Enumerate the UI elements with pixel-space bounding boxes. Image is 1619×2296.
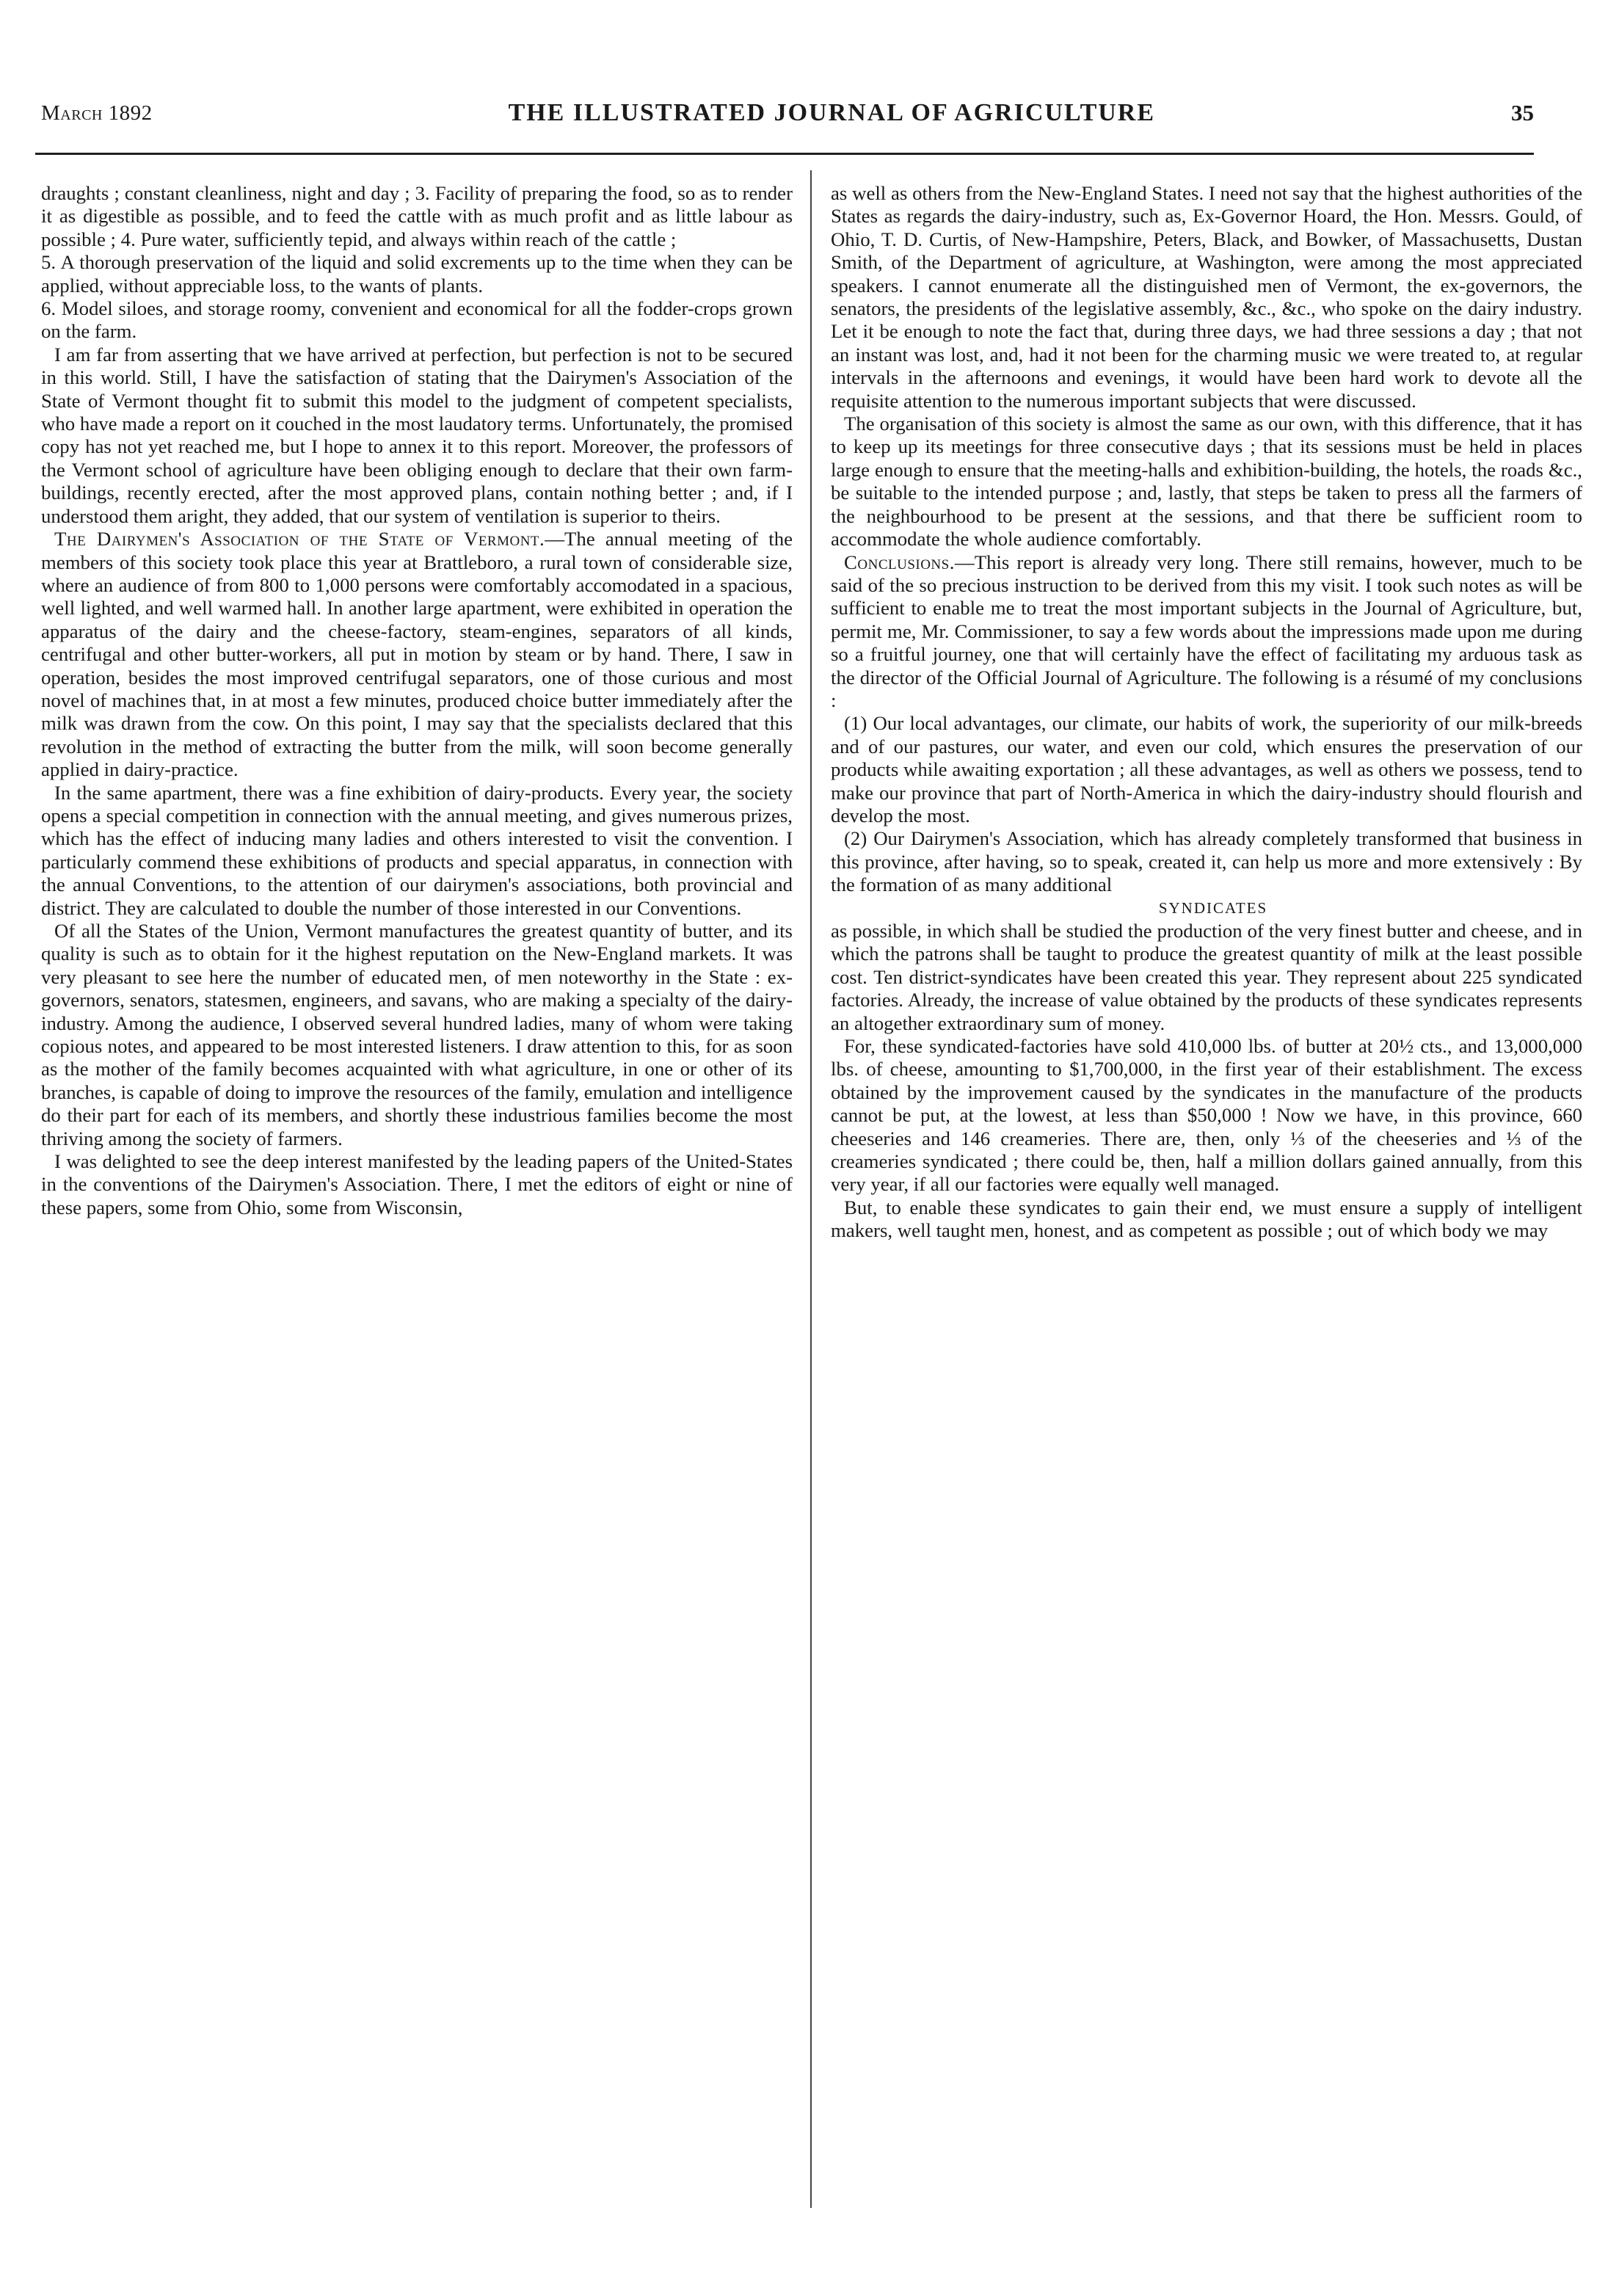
paragraph: 6. Model siloes, and storage roomy, convenient and economical for all the fodder-crops grown on the farm. (41, 297, 793, 343)
left-column (41, 182, 793, 1219)
paragraph (41, 528, 793, 781)
journal-title: THE ILLUSTRATED JOURNAL OF AGRICULTURE (508, 99, 1156, 126)
paragraph: Of all the States of the Union, Vermont manufactures the greatest quantity of butter, and its quality is such as to obtain for it the highest reputation on the New-England markets. It was very pleasant to see here the number of educated men, of men noteworthy in the State : ex-governors, senators, statesmen, engineers, and savans, who are making a specialty of the dairy-industry. Among the audience, I observed several hundred ladies, many of whom were taking copious notes, and appeared to be most interested listeners. I draw attention to this, for as soon as the mother of the family becomes acquainted with what agriculture, in one or other of its branches, is capable of doing to improve the resources of the family, emulation and intelligence do their part for each of its members, and shortly these industrious families become the most thriving among the society of farmers. (41, 920, 793, 1149)
paragraph: The organisation of this society is almost the same as our own, with this difference, that it has to keep up its meetings for three consecutive days ; that its sessions must be held in places large enough to ensure that the meeting-halls and exhibition-building, the hotels, the roads &c., be suitable to the intended purpose ; and, lastly, that steps be taken to press all the farmers of the neighbourhood to be present at the sessions, and that there be sufficient room to accommodate the whole audience comfortably. (831, 413, 1582, 551)
paragraph: In the same apartment, there was a fine exhibition of dairy-products. Every year, the society opens a special competition in connection with the annual meeting, and gives numerous prizes, which has the effect of inducing many ladies and others interested to visit the convention. I particularly commend these exhibitions of products and special apparatus, in connection with the annual Conventions, to the attention of our dairymen's associations, both provincial and district. They are calculated to double the number of those interested in our Conventions. (41, 781, 793, 919)
run-in-heading: Conclusions. (844, 551, 955, 573)
paragraph: For, these syndicated-factories have sold 410,000 lbs. of butter at 20½ cts., and 13,000,000 lbs. of cheese, amounting to $1,700,000, in the first year of their establishment. The excess obtained by the improvement caused by the syndicates in the manufacture of the products cannot be put, at the lowest, at less than $50,000 ! Now we have, in this province, 660 cheeseries and 146 creameries. There are, then, only ⅓ of the cheeseries and ⅓ of the creameries syndicated ; there could be, then, half a million dollars gained annually, from this very year, if all our factories were equally well managed. (831, 1035, 1582, 1196)
paragraph: as possible, in which shall be studied the production of the very finest butter and cheese, and in which the patrons shall be taught to produce the greatest quantity of milk at the least possible cost. Ten district-syndicates have been created this year. They represent about 225 syndicated factories. Already, the increase of value obtained by the products of these syndicates represents an altogether extraordinary sum of money. (831, 920, 1582, 1034)
header-rule (35, 153, 1534, 155)
paragraph: But, to enable these syndicates to gain their end, we must ensure a supply of intelligent makers, well taught men, honest, and as competent as possible ; out of which body we may (831, 1196, 1582, 1242)
paragraph: draughts ; constant cleanliness, night and day ; 3. Facility of preparing the food, so as to render it as digestible as possible, and to feed the cattle with as much profit and as little labour as possible ; 4. Pure water, sufficiently tepid, and always within reach of the cattle ; (41, 182, 793, 250)
column-divider (810, 170, 812, 2208)
page-number: 35 (1511, 100, 1534, 126)
right-column (831, 182, 1582, 1243)
paragraph: (1) Our local advantages, our climate, our habits of work, the superiority of our milk-breeds and of our pastures, our water, and even our cold, which ensures the preservation of our products while awaiting exportation ; all these advantages, as well as others we possess, tend to make our province that part of North-America in which the dairy-industry should flourish and develop the most. (831, 712, 1582, 827)
section-heading: SYNDICATES (1158, 898, 1268, 917)
issue-date: March 1892 (41, 101, 153, 125)
running-header (41, 91, 1534, 135)
paragraph: (2) Our Dairymen's Association, which has already completely transformed that business in this province, after having, so to speak, created it, can help us more and more extensively : By the formation of as many additional (831, 827, 1582, 896)
paragraph-body: —The annual meeting of the members of this society took place this year at Brattleboro, a rural town of considerable size, where an audience of from 800 to 1,000 persons were comfortably accomodated in a spacious, well lighted, and well warmed hall. In another large apartment, were exhibited in operation the apparatus of the dairy and the cheese-factory, steam-engines, separators of all kinds, centrifugal and other butter-workers, all put in motion by steam or by hand. There, I saw in operation, besides the most improved centrifugal separators, one of those curious and most novel of machines that, in at most a few minutes, produced choice butter immediately after the milk was drawn from the cow. On this point, I may say that the specialists declared that this revolution in the method of extracting the butter from the milk, will soon become generally applied in dairy-practice. (41, 528, 793, 781)
paragraph (831, 551, 1582, 713)
paragraph: 5. A thorough preservation of the liquid and solid excrements up to the time when they can be applied, without appreciable loss, to the wants of plants. (41, 251, 793, 297)
run-in-heading: The Dairymen's Association of the State of Vermont. (54, 528, 545, 551)
paragraph: as well as others from the New-England States. I need not say that the highest authorities of the States as regards the dairy-industry, such as, Ex-Governor Hoard, the Hon. Messrs. Gould, of Ohio, T. D. Curtis, of New-Hampshire, Peters, Black, and Bowker, of Massachusetts, Dustan Smith, of the Department of agriculture, at Washington, were among the most appreciated speakers. I cannot enumerate all the distinguished men of Vermont, the ex-governors, the senators, the presidents of the legislative assembly, &c., &c., who spoke on the dairy industry. Let it be enough to note the fact that, during three days, we had three sessions a day ; that not an instant was lost, and, had it not been for the charming music we were treated to, at regular intervals in the afternoons and evenings, it would have been hard work to devote all the requisite attention to the numerous important subjects that were discussed. (831, 182, 1582, 412)
paragraph: I was delighted to see the deep interest manifested by the leading papers of the United-States in the conventions of the Dairymen's Association. There, I met the editors of eight or nine of these papers, some from Ohio, some from Wisconsin, (41, 1150, 793, 1218)
paragraph: I am far from asserting that we have arrived at perfection, but perfection is not to be secured in this world. Still, I have the satisfaction of stating that the Dairymen's Association of the State of Vermont thought fit to submit this model to the judgment of competent specialists, who have made a report on it couched in the most laudatory terms. Unfortunately, the promised copy has not yet reached me, but I hope to annex it to this report. Moreover, the professors of the Vermont school of agriculture have been obliging enough to declare that their own farm-buildings, recently erected, after the most approved plans, contain nothing better ; and, if I understood them aright, they added, that our system of ventilation is superior to theirs. (41, 343, 793, 527)
paragraph-body: —This report is already very long. There still remains, however, much to be said of the so precious instruction to be derived from this my visit. I took such notes as will be sufficient to enable me to treat the most important subjects in the Journal of Agriculture, but, permit me, Mr. Commissioner, to say a few words about the impressions made upon me during so a fruitful journey, one that will certainly have the effect of facilitating my arduous task as the director of the Official Journal of Agriculture. The following is a résumé of my conclusions : (831, 551, 1582, 711)
